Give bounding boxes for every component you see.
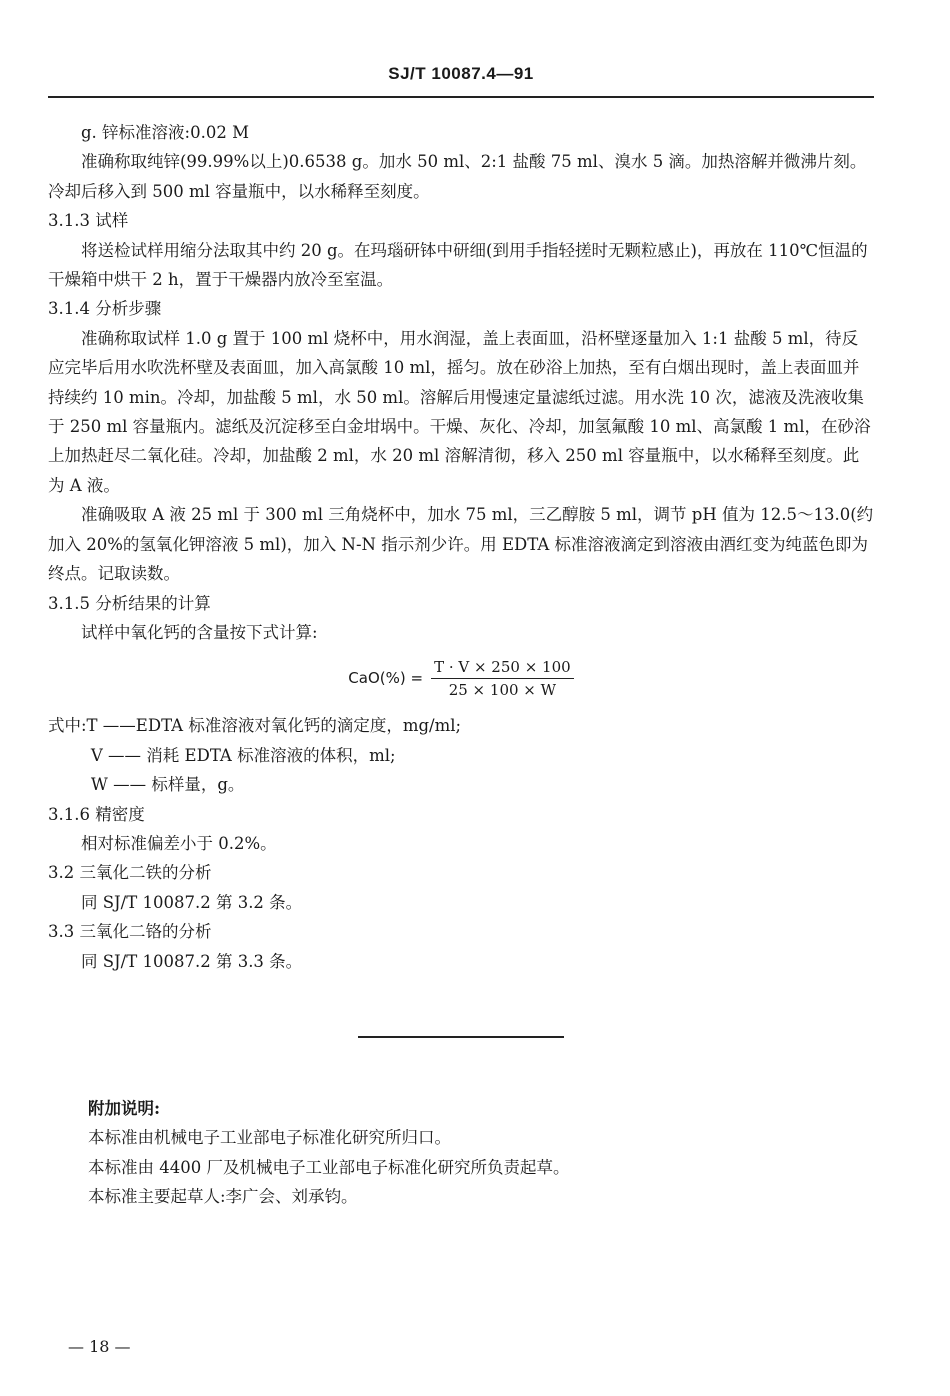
- section-3-1-5-title: 3.1.5 分析结果的计算: [48, 593, 211, 613]
- formula-lhs: CaO(%) =: [348, 668, 424, 687]
- additional-note-1: 本标准由机械电子工业部电子标准化研究所归口。: [88, 1128, 451, 1148]
- additional-note-3: 本标准主要起草人:李广会、刘承钧。: [88, 1187, 358, 1207]
- section-3-1-6-text: 相对标准偏差小于 0.2%。: [81, 833, 277, 853]
- end-divider: [358, 1036, 564, 1038]
- formula-numerator: T · V × 250 × 100: [431, 657, 574, 679]
- section-3-1-4-title: 3.1.4 分析步骤: [48, 299, 162, 319]
- formula-denominator: 25 × 100 × W: [448, 680, 557, 699]
- section-3-2-text: 同 SJ/T 10087.2 第 3.2 条。: [81, 892, 303, 912]
- variable-w: W —— 标样量，g。: [90, 775, 245, 795]
- additional-notes: [88, 1094, 874, 1212]
- zinc-standard-title: g. 锌标准溶液:0.02 M: [81, 123, 249, 142]
- zinc-standard-text: 准确称取纯锌(99.99%以上)0.6538 g。加水 50 ml、2:1 盐酸 75 ml、溴水 5 滴。加热溶解并微沸片刻。冷却后移入到 500 ml 容量瓶中，以水稀释至刻度。: [48, 152, 867, 201]
- section-3-1-3-text: 将送检试样用缩分法取其中约 20 g。在玛瑙研钵中研细(到用手指轻搓时无颗粒感止)，再放在 110℃恒温的干燥箱中烘干 2 h，置于干燥器内放冷至室温。: [48, 240, 868, 290]
- formula-variables: [48, 711, 874, 799]
- variable-t: 式中:T ——EDTA 标准溶液对氧化钙的滴定度，mg/ml;: [48, 716, 462, 736]
- header-divider: [48, 96, 874, 98]
- variable-v: V —— 消耗 EDTA 标准溶液的体积，ml;: [90, 745, 396, 765]
- page-header: SJ/T 10087.4—91: [388, 64, 534, 83]
- section-3-1-3-title: 3.1.3 试样: [48, 211, 129, 231]
- section-3-1-6-title: 3.1.6 精密度: [48, 804, 145, 824]
- cao-formula: [48, 649, 874, 707]
- additional-note-2: 本标准由 4400 厂及机械电子工业部电子标准化研究所负责起草。: [88, 1157, 570, 1177]
- section-3-2-title: 3.2 三氧化二铁的分析: [48, 863, 212, 883]
- formula-fraction: [431, 657, 574, 700]
- page-number: — 18 —: [68, 1337, 131, 1356]
- section-3-3-text: 同 SJ/T 10087.2 第 3.3 条。: [81, 951, 303, 971]
- document-body: [48, 118, 874, 976]
- section-3-3-title: 3.3 三氧化二铬的分析: [48, 922, 212, 942]
- section-3-1-4-text-1: 准确称取试样 1.0 g 置于 100 ml 烧杯中，用水润湿，盖上表面皿，沿杯壁逐量加入 1:1 盐酸 5 ml，待反应完毕后用水吹洗杯壁及表面皿，加入高氯酸 10 ml，摇匀。放在砂浴上加热，至有白烟出现时，盖上表面皿并持续约 10 min。冷却，加盐酸 5 ml，水 50 ml。溶解后用慢速定量滤纸过滤。用水洗 10 次，滤液及洗液收集于 250 ml 容量瓶内。滤纸及沉淀移至白金坩埚中。干燥、灰化、冷却，加氢氟酸 10 ml、高氯酸 1 ml，在砂浴上加热赶尽二氧化硅。冷却，加盐酸 2 ml，水 20 ml 溶解清彻，移入 250 ml 容量瓶中，以水稀释至刻度。此为 A 液。: [48, 328, 871, 495]
- section-3-1-4-text-2: 准确吸取 A 液 25 ml 于 300 ml 三角烧杯中，加水 75 ml，三乙醇胺 5 ml，调节 pH 值为 12.5～13.0(约加入 20%的氢氧化钾溶液 5 ml)，加入 N-N 指示剂少许。用 EDTA 标准溶液滴定到溶液由酒红变为纯蓝色即为终点。记取读数。: [48, 505, 874, 584]
- section-3-1-5-text: 试样中氧化钙的含量按下式计算:: [81, 622, 318, 642]
- additional-notes-title: 附加说明:: [88, 1099, 161, 1118]
